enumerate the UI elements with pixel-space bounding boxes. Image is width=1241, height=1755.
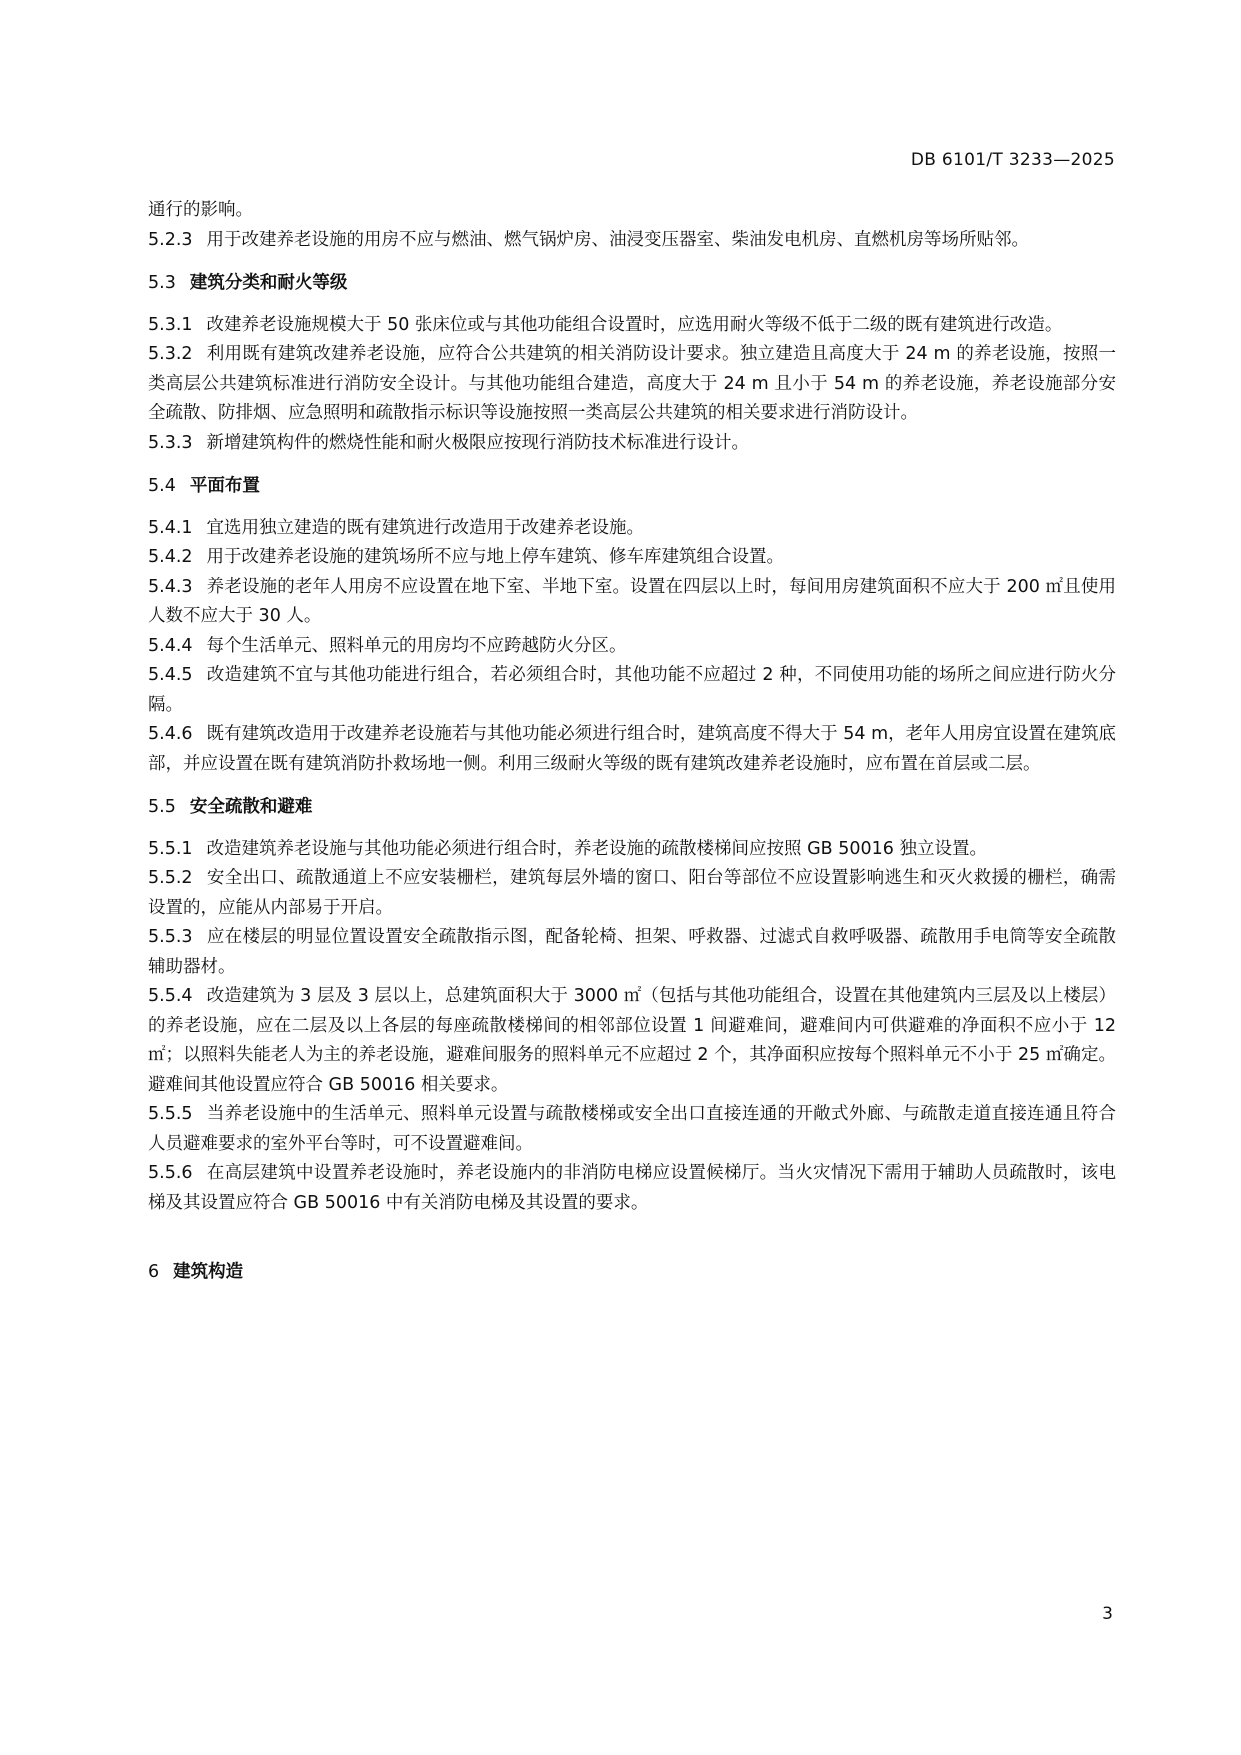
clause-number: 5.3.3 xyxy=(148,432,193,453)
clause-text: 改造建筑养老设施与其他功能必须进行组合时，养老设施的疏散楼梯间应按照 GB 50016 独立设置。 xyxy=(206,838,987,859)
clause-5-4-4 xyxy=(148,632,1116,662)
clause-5-2-3 xyxy=(148,226,1116,256)
section-title: 平面布置 xyxy=(189,476,260,496)
clause-text: 当养老设施中的生活单元、照料单元设置与疏散楼梯或安全出口直接连通的开敞式外廊、与疏散走道直接连通且符合人员避难要求的室外平台等时，可不设置避难间。 xyxy=(148,1104,1116,1154)
clause-number: 5.4.1 xyxy=(148,517,193,538)
clause-number: 5.2.3 xyxy=(148,229,193,250)
clause-5-3-2 xyxy=(148,340,1116,429)
document-id: DB 6101/T 3233—2025 xyxy=(910,150,1115,170)
clause-5-3-3 xyxy=(148,429,1116,459)
clause-number: 5.4.6 xyxy=(148,724,193,744)
continuation-text: 通行的影响。 xyxy=(148,200,253,220)
clause-text: 每个生活单元、照料单元的用房均不应跨越防火分区。 xyxy=(206,635,627,656)
clause-number: 5.3.2 xyxy=(148,344,193,364)
clause-text: 用于改建养老设施的建筑场所不应与地上停车建筑、修车库建筑组合设置。 xyxy=(206,547,785,567)
clause-number: 5.5.4 xyxy=(148,986,193,1006)
clause-5-4-3 xyxy=(148,573,1116,632)
section-title: 建筑分类和耐火等级 xyxy=(189,273,348,293)
clause-number: 5.4.4 xyxy=(148,635,193,656)
clause-number: 5.5.6 xyxy=(148,1163,193,1183)
clause-text: 宜选用独立建造的既有建筑进行改造用于改建养老设施。 xyxy=(206,517,645,538)
section-number: 5.4 xyxy=(148,476,176,496)
clause-text: 新增建筑构件的燃烧性能和耐火极限应按现行消防技术标准进行设计。 xyxy=(206,432,750,453)
clause-text: 安全出口、疏散通道上不应安装栅栏，建筑每层外墙的窗口、阳台等部位不应设置影响逃生和灭火救援的栅栏，确需设置的，应能从内部易于开启。 xyxy=(148,868,1116,918)
clause-number: 5.4.2 xyxy=(148,547,193,567)
clause-text: 既有建筑改造用于改建养老设施若与其他功能必须进行组合时，建筑高度不得大于 54 m，老年人用房宜设置在建筑底部，并应设置在既有建筑消防扑救场地一侧。利用三级耐火等级的既有建筑改建养老设施时，应布置在首层或二层。 xyxy=(148,724,1116,774)
clause-5-5-3 xyxy=(148,923,1116,982)
page-number: 3 xyxy=(1102,1604,1113,1624)
section-number: 5.5 xyxy=(148,797,176,817)
section-title: 安全疏散和避难 xyxy=(189,797,313,817)
clause-number: 5.5.5 xyxy=(148,1104,193,1124)
chapter-number: 6 xyxy=(148,1262,160,1282)
chapter-title: 建筑构造 xyxy=(173,1262,244,1282)
document-body xyxy=(148,196,1116,1300)
clause-text: 改建养老设施规模大于 50 张床位或与其他功能组合设置时，应选用耐火等级不低于二级的既有建筑进行改造。 xyxy=(206,314,1063,335)
section-5-5-heading xyxy=(148,793,1116,823)
clause-number: 5.3.1 xyxy=(148,314,193,335)
clause-text: 在高层建筑中设置养老设施时，养老设施内的非消防电梯应设置候梯厅。当火灾情况下需用于辅助人员疏散时，该电梯及其设置应符合 GB 50016 中有关消防电梯及其设置的要求。 xyxy=(148,1163,1116,1213)
clause-5-5-4 xyxy=(148,982,1116,1100)
clause-5-4-2 xyxy=(148,543,1116,573)
clause-5-5-6 xyxy=(148,1159,1116,1218)
clause-5-3-1 xyxy=(148,311,1116,341)
clause-5-5-5 xyxy=(148,1100,1116,1159)
clause-number: 5.4.5 xyxy=(148,665,193,685)
clause-number: 5.4.3 xyxy=(148,576,193,597)
section-5-3-heading xyxy=(148,269,1116,299)
clause-text: 养老设施的老年人用房不应设置在地下室、半地下室。设置在四层以上时，每间用房建筑面积不应大于 200 ㎡且使用人数不应大于 30 人。 xyxy=(148,576,1116,626)
clause-number: 5.5.2 xyxy=(148,868,193,888)
clause-text: 改造建筑为 3 层及 3 层以上，总建筑面积大于 3000 ㎡（包括与其他功能组合，设置在其他建筑内三层及以上楼层）的养老设施，应在二层及以上各层的每座疏散楼梯间的相邻部位设置 1 间避难间，避难间内可供避难的净面积不应小于 12 ㎡；以照料失能老人为主的养老设施，避难间服务的照料单元不应超过 2 个，其净面积应按每个照料单元不小于 25 ㎡确定。避难间其他设置应符合 GB 50016 相关要求。 xyxy=(148,986,1116,1095)
clause-text: 应在楼层的明显位置设置安全疏散指示图，配备轮椅、担架、呼救器、过滤式自救呼吸器、疏散用手电筒等安全疏散辅助器材。 xyxy=(148,927,1116,977)
chapter-6-heading xyxy=(148,1258,1116,1288)
section-5-4-heading xyxy=(148,472,1116,502)
clause-5-4-6 xyxy=(148,720,1116,779)
clause-text: 改造建筑不宜与其他功能进行组合，若必须组合时，其他功能不应超过 2 种，不同使用功能的场所之间应进行防火分隔。 xyxy=(148,665,1116,715)
clause-5-5-1 xyxy=(148,835,1116,865)
clause-5-4-5 xyxy=(148,661,1116,720)
clause-text: 用于改建养老设施的用房不应与燃油、燃气锅炉房、油浸变压器室、柴油发电机房、直燃机房等场所贴邻。 xyxy=(206,229,1030,250)
section-number: 5.3 xyxy=(148,273,176,293)
clause-number: 5.5.3 xyxy=(148,927,193,947)
clause-text: 利用既有建筑改建养老设施，应符合公共建筑的相关消防设计要求。独立建造且高度大于 24 m 的养老设施，按照一类高层公共建筑标准进行消防安全设计。与其他功能组合建造，高度大于 24 m 且小于 54 m 的养老设施，养老设施部分安全疏散、防排烟、应急照明和疏散指示标识等设施按照一类高层公共建筑的相关要求进行消防设计。 xyxy=(148,344,1116,423)
clause-number: 5.5.1 xyxy=(148,838,193,859)
clause-5-4-1 xyxy=(148,514,1116,544)
clause-5-5-2 xyxy=(148,864,1116,923)
